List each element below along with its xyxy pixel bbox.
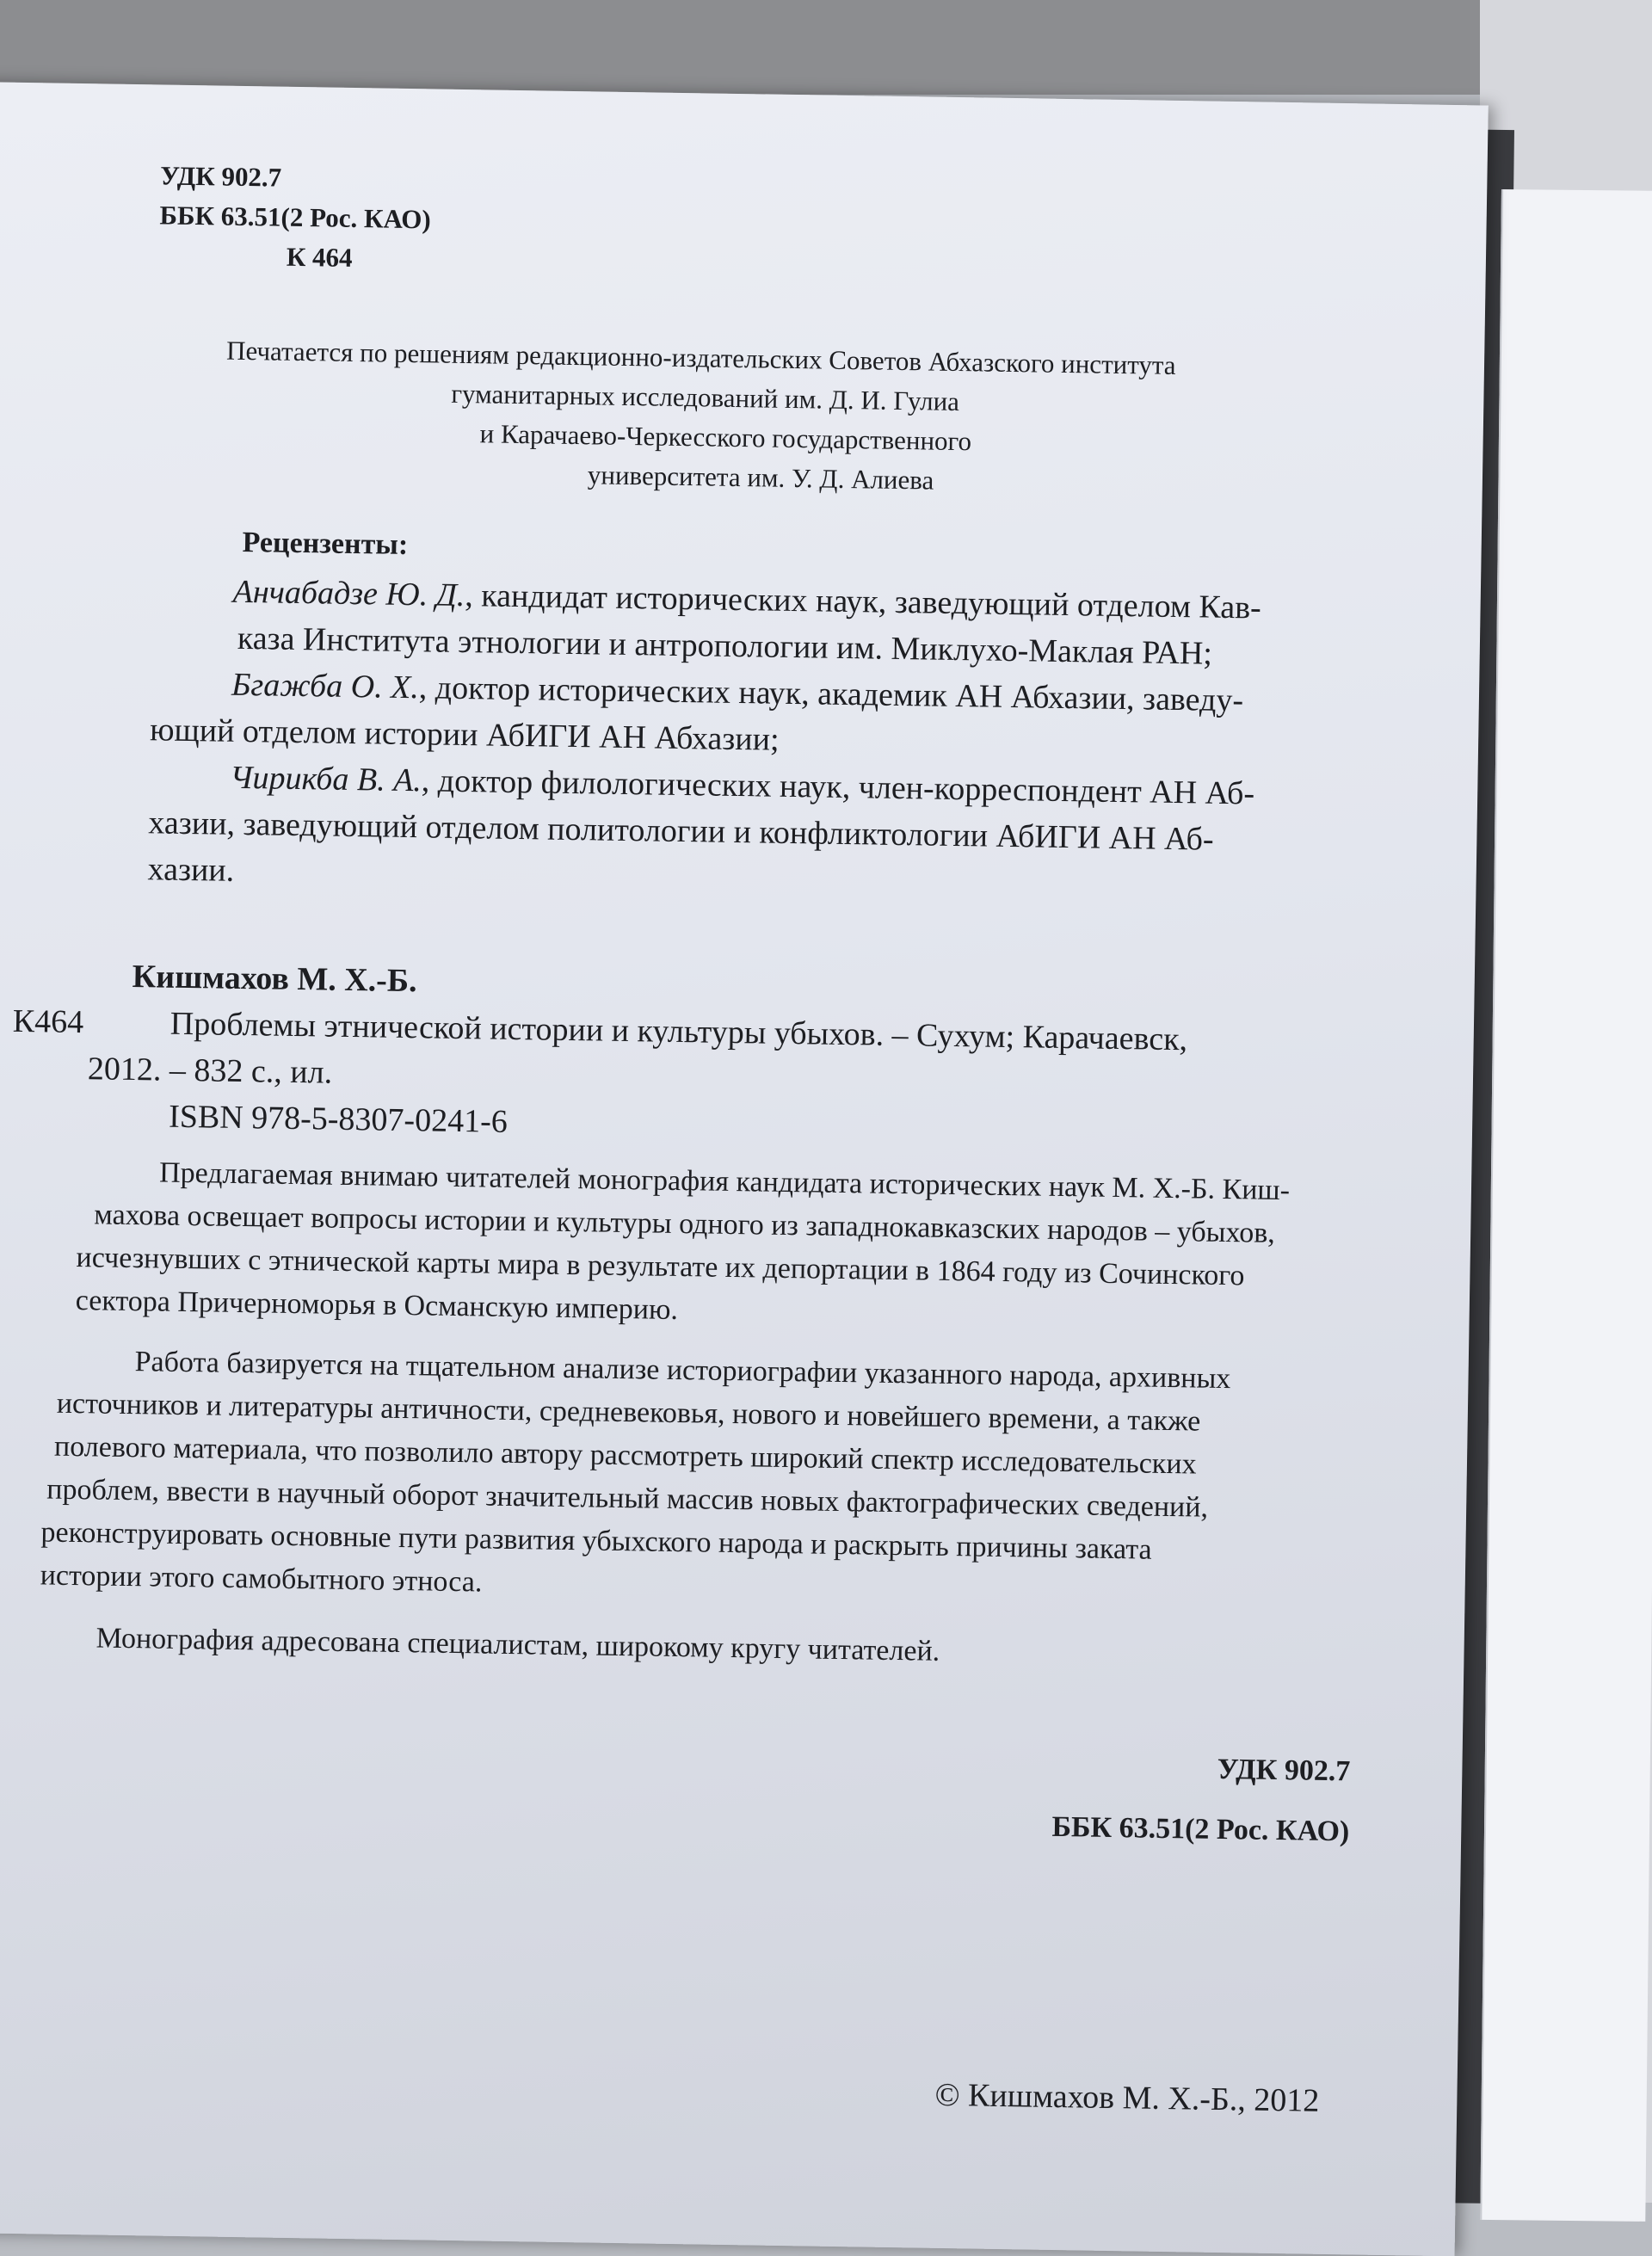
reviewer-desc-cont: каза Института этнологии и антропологии им. Миклухо-Маклая РАН; [237,619,1213,672]
annotation-line: махова освещает вопросы истории и культуры одного из западнокавказских народов – убыхов, [94,1199,1276,1249]
book-title-line: 2012. – 832 с., ил. [87,1051,333,1091]
reviewer-desc-cont: хазии, заведующий отделом политологии и конфликтологии АбИГИ АН Аб- [148,804,1214,858]
reviewer-desc: , доктор исторических наук, академик АН Абхазии, заведу- [418,669,1244,719]
isbn: ISBN 978-5-8307-0241-6 [168,1098,509,1140]
udk-code-top: УДК 902.7 [160,160,282,193]
reviewer-desc-cont: хазии. [147,851,235,889]
book-page [0,82,1489,2256]
bbk-code-top: ББК 63.51(2 Рос. КАО) [159,200,432,235]
annotation-line: истории этого самобытного этноса. [40,1559,483,1599]
reviewer-desc: , доктор филологических наук, член-корреспондент АН Аб- [421,762,1255,812]
catalog-code: К464 [12,1002,84,1041]
annotation-line: проблем, ввести в научный оборот значительный массив новых фактографических сведений, [46,1473,1209,1524]
publisher-note-line: Печатается по решениям редакционно-издательских Советов Абхазского института [225,335,1176,380]
annotation-line: исчезнувших с этнической карты мира в результате их депортации в 1864 году из Сочинского [76,1242,1245,1292]
annotation-line: реконструировать основные пути развития убыхского народа и раскрыть причины заката [40,1516,1152,1566]
book-title-line: Проблемы этнической истории и культуры убыхов. – Сухум; Карачаевск, [170,1005,1188,1058]
reviewer-name: Чирикба В. А. [230,759,422,799]
annotation-line: Работа базируется на тщательном анализе историографии указанного народа, архивных [134,1346,1231,1396]
publisher-note-line: гуманитарных исследований им. Д. И. Гулиа [451,378,960,417]
reviewers-heading: Рецензенты: [242,526,409,561]
annotation-line: Предлагаемая внимаю читателей монография кандидата исторических наук М. Х.-Б. Киш- [158,1156,1291,1207]
annotation-line: источников и литературы античности, средневековья, нового и новейшего времени, а также [56,1387,1201,1438]
bbk-code-bottom: ББК 63.51(2 Рос. КАО) [1051,1810,1350,1848]
annotation-line: Монография адресована специалистам, широкому кругу читателей. [96,1622,940,1667]
publisher-note-line: университета им. У. Д. Алиева [587,459,934,496]
annotation-line: полевого материала, что позволило автору рассмотреть широкий спектр исследовательских [53,1430,1197,1481]
publisher-note-line: и Карачаево-Черкесского государственного [479,418,972,457]
reviewer-entry [231,666,1244,719]
udk-code-bottom: УДК 902.7 [1217,1753,1351,1788]
author-mark-top: К 464 [286,241,353,273]
reviewer-desc-cont: ющий отделом истории АбИГИ АН Абхазии; [149,712,780,758]
reviewer-name: Бгажба О. Х. [231,666,420,706]
annotation-line: сектора Причерноморья в Османскую империю. [75,1285,679,1327]
reviewer-desc: , кандидат исторических наук, заведующий отделом Кав- [464,577,1262,626]
adjacent-page [1480,189,1652,2222]
reviewer-name: Анчабадзе Ю. Д. [232,573,465,614]
reviewer-entry [232,573,1261,627]
copyright-line: © Кишмахов М. Х.-Б., 2012 [934,2076,1320,2119]
author-name: Кишмахов М. Х.-Б. [132,958,417,1000]
background-desk [0,0,1652,95]
reviewer-entry [230,759,1254,813]
